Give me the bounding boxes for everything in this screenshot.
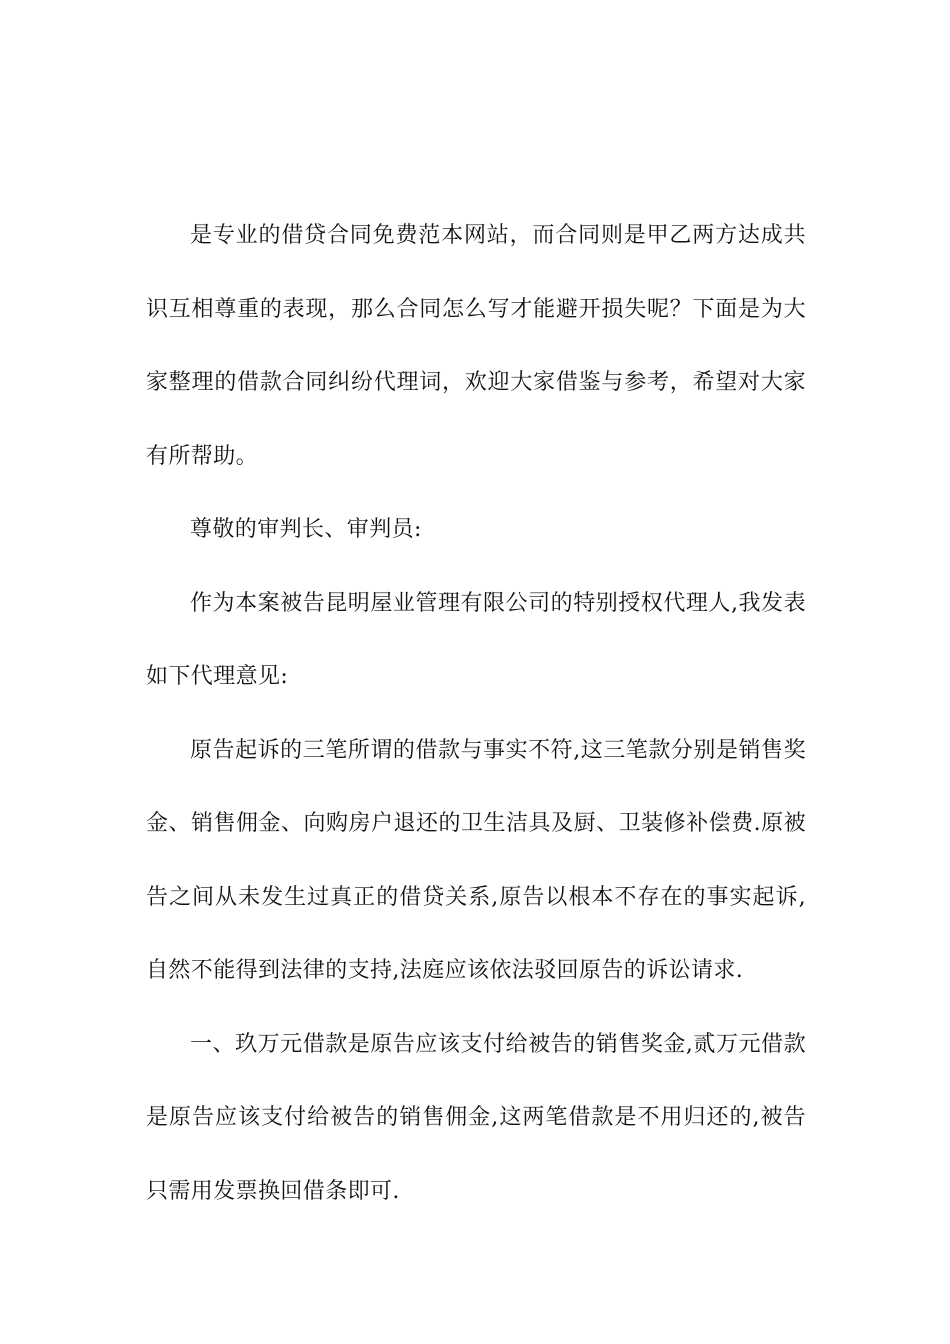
paragraph-intro: 是专业的借贷合同免费范本网站，而合同则是甲乙两方达成共识互相尊重的表现，那么合同怎么写才能避开损失呢？下面是为大家整理的借款合同纠纷代理词，欢迎大家借鉴与参考，希望对大家有所帮助。 <box>146 223 806 469</box>
document-body <box>146 199 806 1228</box>
paragraph-point-one: 一、玖万元借款是原告应该支付给被告的销售奖金,贰万元借款是原告应该支付给被告的销售佣金,这两笔借款是不用归还的,被告只需用发票换回借条即可. <box>146 1031 806 1204</box>
paragraph-opening: 作为本案被告昆明屋业管理有限公司的特别授权代理人,我发表如下代理意见: <box>146 590 806 689</box>
paragraph-salutation: 尊敬的审判长、审判员: <box>190 517 422 542</box>
paragraph-claim-summary: 原告起诉的三笔所谓的借款与事实不符,这三笔款分别是销售奖金、销售佣金、向购房户退还的卫生洁具及厨、卫装修补偿费.原被告之间从未发生过真正的借贷关系,原告以根本不存在的事实起诉,自然不能得到法律的支持,法庭应该依法驳回原告的诉讼请求. <box>146 737 806 983</box>
